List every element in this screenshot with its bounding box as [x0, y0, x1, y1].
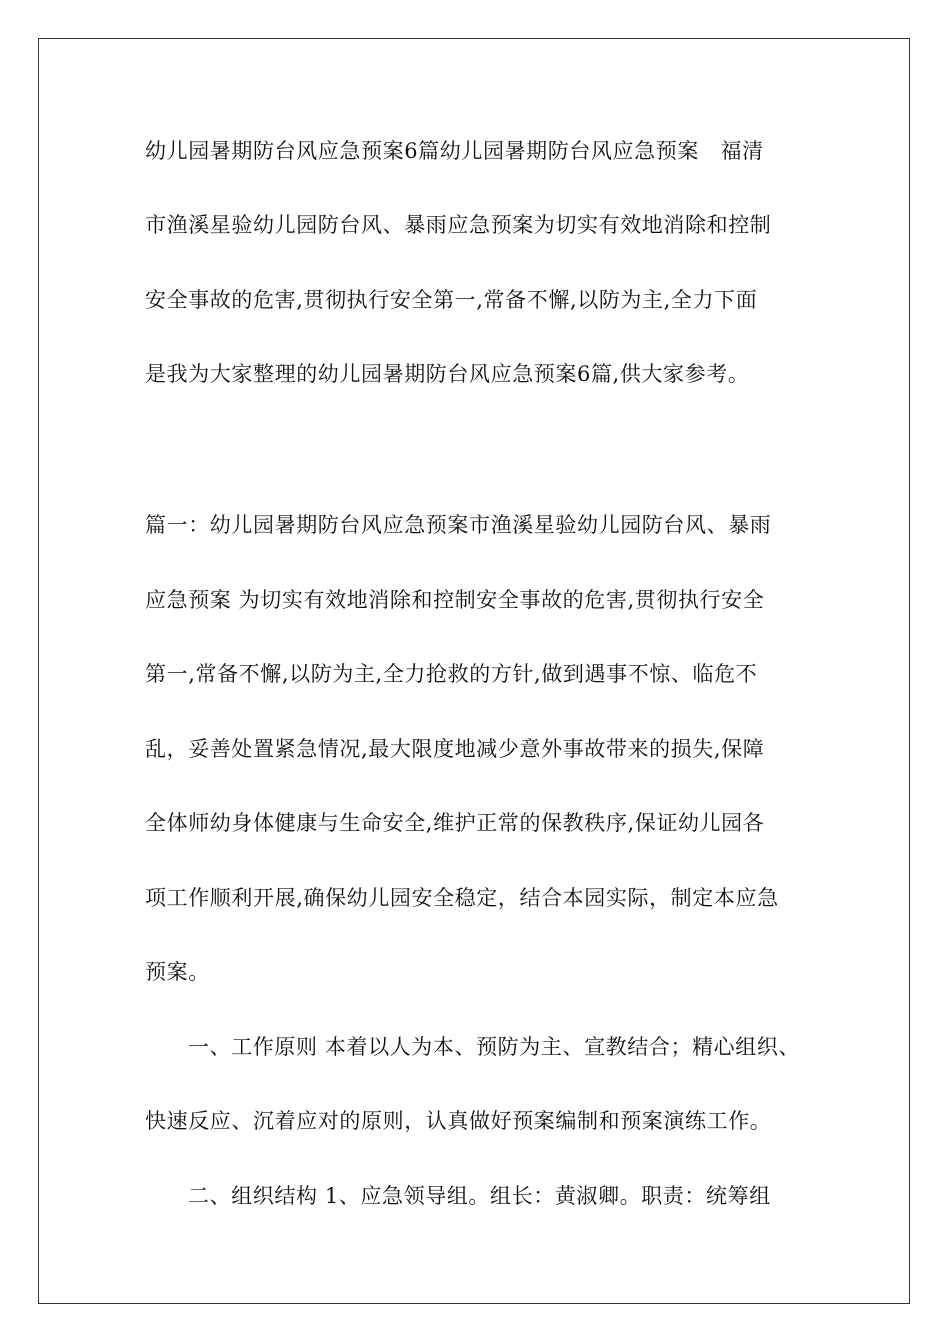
text-line: 幼儿园暑期防台风应急预案6篇幼儿园暑期防台风应急预案 福清: [145, 139, 764, 163]
text-line: 全体师幼身体健康与生命安全,维护正常的保教秩序,保证幼儿园各: [145, 811, 765, 835]
text-line: 篇一：幼儿园暑期防台风应急预案市渔溪星验幼儿园防台风、暴雨: [145, 513, 772, 537]
text-line: 应急预案 为切实有效地消除和控制安全事故的危害,贯彻执行安全: [145, 588, 765, 612]
text-line: 预案。: [145, 960, 210, 984]
text-line: 一、工作原则 本着以人为本、预防为主、宣教结合；精心组织、: [188, 1035, 801, 1059]
text-line: 快速反应、沉着应对的原则，认真做好预案编制和预案演练工作。: [145, 1109, 772, 1133]
text-line: 安全事故的危害,贯彻执行安全第一,常备不懈,以防为主,全力下面: [145, 288, 758, 312]
text-line: 乱，妥善处置紧急情况,最大限度地减少意外事故带来的损失,保障: [145, 737, 765, 761]
text-line: 项工作顺利开展,确保幼儿园安全稳定，结合本园实际，制定本应急: [145, 886, 779, 910]
text-line: 二、组织结构 1、应急领导组。组长：黄淑卿。职责：统筹组: [188, 1184, 771, 1208]
text-line: 第一,常备不懈,以防为主,全力抢救的方针,做到遇事不惊、临危不: [145, 662, 758, 686]
text-line: 市渔溪星验幼儿园防台风、暴雨应急预案为切实有效地消除和控制: [145, 213, 772, 237]
text-line: 是我为大家整理的幼儿园暑期防台风应急预案6篇,供大家参考。: [145, 362, 750, 386]
